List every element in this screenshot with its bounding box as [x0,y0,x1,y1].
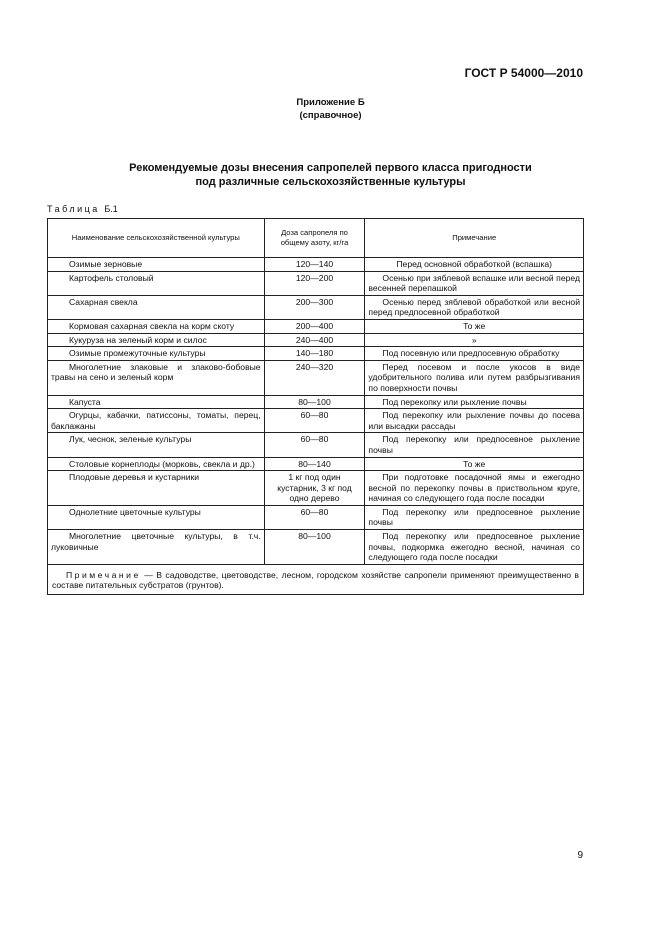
footnote-text: — В садоводстве, цветоводстве, лесном, городском хозяйстве сапропели применяют преимущественно в составе питательных субстратов (грунтов). [52,569,580,591]
table-caption-number: Б.1 [104,204,118,214]
table-row [48,258,584,272]
table-row [48,471,584,506]
table-row [48,347,584,361]
table-footnote [48,564,584,594]
column-header-dose: Доза сапропеля по общему азоту, кг/га [264,219,365,258]
appendix-subtitle: (справочное) [299,110,362,121]
crop-cell: Столовые корнеплоды (морковь, свекла и др.) [48,457,265,471]
table-row [48,271,584,295]
dose-cell: 80—140 [264,457,365,471]
dose-cell: 140—180 [264,347,365,361]
dose-cell: 200—300 [264,295,365,319]
document-title-line-2: под различные сельскохозяйственные культуры [195,176,466,188]
table-row [48,395,584,409]
table-row [48,360,584,395]
table-row [48,409,584,433]
document-title [0,161,661,189]
crop-cell: Однолетние цветочные культуры [48,505,265,529]
note-cell: Под посевную или предпосевную обработку [365,347,584,361]
document-title-line-1: Рекомендуемые дозы внесения сапропелей первого класса пригодности [129,162,532,174]
table-caption [47,204,118,214]
table-row [48,457,584,471]
table-header-row [48,219,584,258]
dose-cell: 240—320 [264,360,365,395]
dose-cell: 1 кг под один кустарник, 3 кг под одно дерево [264,471,365,506]
note-cell: Под перекопку или предпосевное рыхление почвы [365,505,584,529]
note-cell: Осенью перед зяблевой обработкой или весной перед предпосевной обработкой [365,295,584,319]
crop-cell: Лук, чеснок, зеленые культуры [48,433,265,457]
table-row [48,333,584,347]
table-row [48,433,584,457]
footnote-label: Примечание [66,569,141,580]
note-cell: Перед посевом и после укосов в виде удобрительного полива или путем разбрызгивания по поверхности почвы [365,360,584,395]
dose-cell: 200—400 [264,319,365,333]
dose-cell: 120—140 [264,258,365,272]
crop-cell: Многолетние цветочные культуры, в т.ч. луковичные [48,530,265,565]
crop-cell: Многолетние злаковые и злаково-бобовые травы на сено и зеленый корм [48,360,265,395]
dose-cell: 240—400 [264,333,365,347]
table-footnote-row [48,564,584,594]
dose-cell: 80—100 [264,395,365,409]
doses-table [47,218,584,595]
note-cell: » [365,333,584,347]
note-cell: Под перекопку или рыхление почвы [365,395,584,409]
crop-cell: Плодовые деревья и кустарники [48,471,265,506]
note-cell: Перед основной обработкой (вспашка) [365,258,584,272]
crop-cell: Озимые промежуточные культуры [48,347,265,361]
crop-cell: Картофель столовый [48,271,265,295]
dose-cell: 60—80 [264,409,365,433]
crop-cell: Капуста [48,395,265,409]
crop-cell: Кукуруза на зеленый корм и силос [48,333,265,347]
crop-cell: Сахарная свекла [48,295,265,319]
note-cell: При подготовке посадочной ямы и ежегодно весной по перекопку почвы в приствольном круге, начиная со следующего года после посадки [365,471,584,506]
note-cell: Под перекопку или рыхление почвы до посева или высадки рассады [365,409,584,433]
crop-cell: Кормовая сахарная свекла на корм скоту [48,319,265,333]
dose-cell: 60—80 [264,505,365,529]
note-cell: Осенью при зяблевой вспашке или весной перед весенней перепашкой [365,271,584,295]
table-row [48,319,584,333]
dose-cell: 120—200 [264,271,365,295]
table-row [48,295,584,319]
document-code: ГОСТ Р 54000—2010 [464,66,583,80]
note-cell: То же [365,319,584,333]
crop-cell: Огурцы, кабачки, патиссоны, томаты, перец, баклажаны [48,409,265,433]
note-cell: Под перекопку или предпосевное рыхление почвы [365,433,584,457]
column-header-note: Примечание [365,219,584,258]
table-caption-label: Таблица [47,204,100,214]
table-body [48,258,584,565]
appendix-title: Приложение Б [296,97,365,108]
column-header-crop: Наименование сельскохозяйственной культуры [48,219,265,258]
dose-cell: 80—100 [264,530,365,565]
note-cell: Под перекопку или предпосевное рыхление почвы, подкормка ежегодно весной, начиная со следующего года после посадки [365,530,584,565]
note-cell: То же [365,457,584,471]
appendix-heading [0,96,661,122]
table-row [48,505,584,529]
crop-cell: Озимые зерновые [48,258,265,272]
dose-cell: 60—80 [264,433,365,457]
table-row [48,530,584,565]
page-number: 9 [577,850,583,861]
